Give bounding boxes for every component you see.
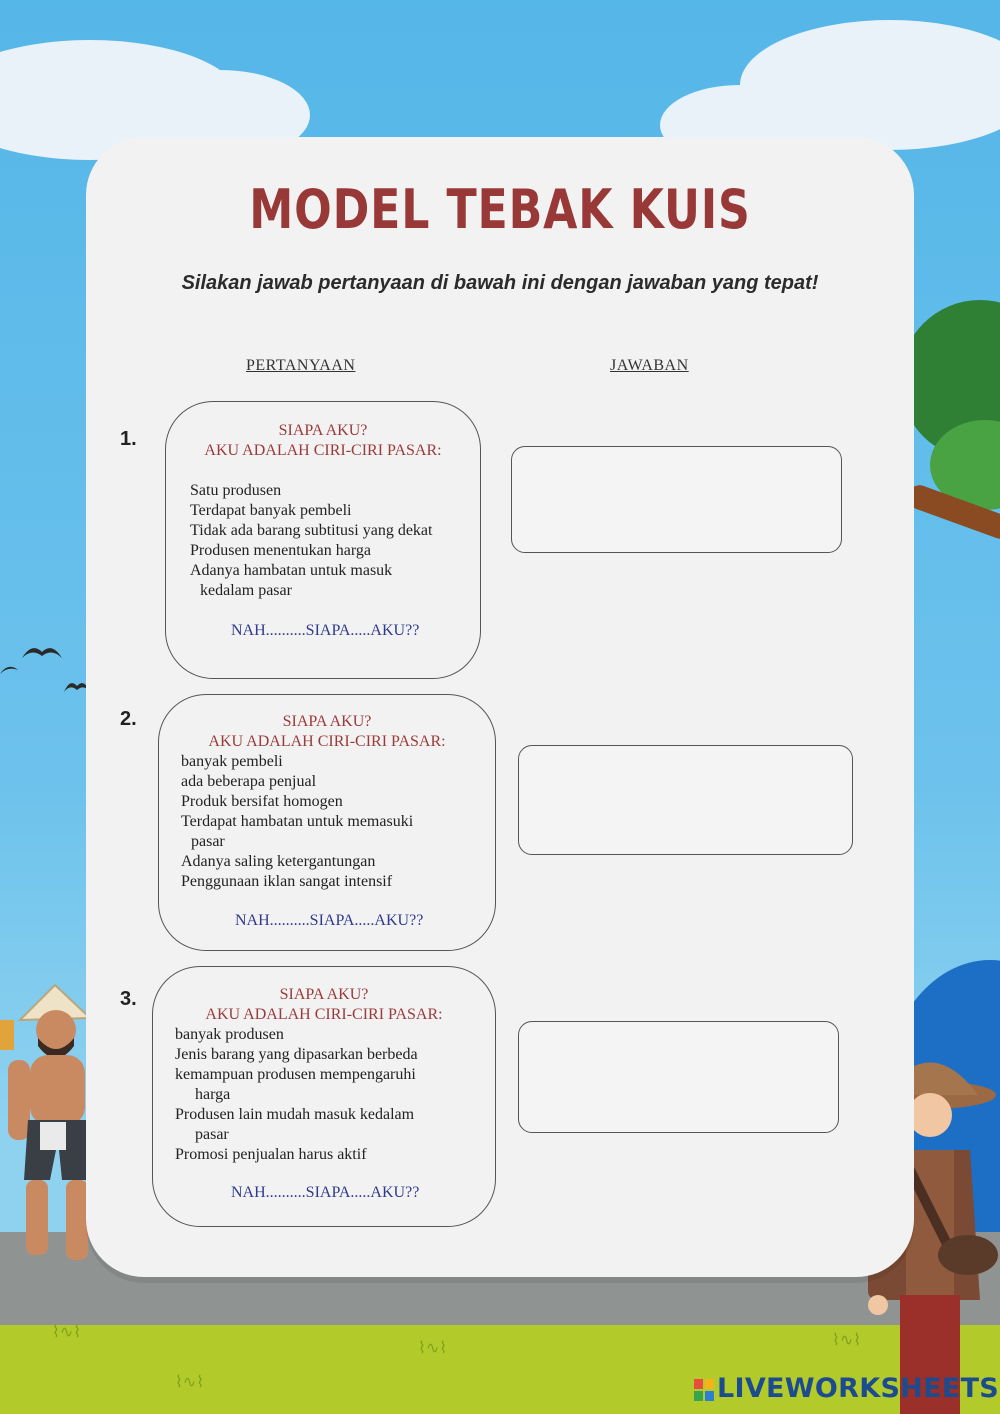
instruction-text: Silakan jawab pertanyaan di bawah ini dengan jawaban yang tepat!: [181, 272, 819, 294]
question-box: [158, 694, 496, 951]
clue-item: harga: [195, 1086, 231, 1103]
clue-item: Jenis barang yang dipasarkan berbeda: [175, 1046, 418, 1063]
question-heading: SIAPA AKU?: [279, 986, 369, 1003]
bird-icon: [20, 640, 64, 660]
brand-name: LIVEWORKSHEETS: [717, 1373, 1000, 1404]
question-footer: NAH..........SIAPA.....AKU??: [235, 912, 424, 929]
clue-item: kemampuan produsen mempengaruhi: [175, 1066, 416, 1083]
clue-item: Satu produsen: [190, 482, 282, 499]
clue-item: Adanya saling ketergantungan: [181, 853, 376, 870]
question-box: [165, 401, 481, 679]
clue-item: Promosi penjualan harus aktif: [175, 1146, 367, 1163]
clue-item: Adanya hambatan untuk masuk: [190, 562, 393, 579]
question-clue-list: [190, 481, 480, 601]
clue-item: Terdapat banyak pembeli: [190, 502, 352, 519]
grass-tuft: ⌇∿⌇: [52, 1324, 82, 1341]
answer-input-3[interactable]: [518, 1021, 839, 1133]
grass-tuft: ⌇∿⌇: [832, 1332, 862, 1349]
question-number: 3.: [120, 988, 137, 1010]
question-footer: NAH..........SIAPA.....AKU??: [231, 1184, 420, 1201]
question-clue-list: [175, 1025, 495, 1165]
clue-item: Tidak ada barang subtitusi yang dekat: [190, 522, 433, 539]
question-number: 2.: [120, 708, 137, 730]
question-footer: NAH..........SIAPA.....AKU??: [231, 622, 420, 639]
question-number: 1.: [120, 428, 137, 450]
clue-item: banyak produsen: [175, 1026, 284, 1043]
clue-item: Produk bersifat homogen: [181, 793, 343, 810]
clue-item: pasar: [195, 1126, 229, 1143]
clue-item: Terdapat hambatan untuk memasuki: [181, 813, 414, 830]
column-header-answer: JAWABAN: [610, 357, 689, 374]
clue-item: banyak pembeli: [181, 753, 283, 770]
grass-tuft: ⌇∿⌇: [418, 1340, 448, 1357]
question-clue-list: [181, 752, 495, 892]
question-heading: SIAPA AKU?: [282, 713, 372, 730]
page-title: MODEL TEBAK KUIS: [249, 178, 751, 241]
liveworksheets-logo-icon: [694, 1379, 714, 1401]
clue-item: ada beberapa penjual: [181, 773, 317, 790]
clue-item: Penggunaan iklan sangat intensif: [181, 873, 393, 890]
grass-tuft: ⌇∿⌇: [175, 1374, 205, 1391]
clue-item: Produsen menentukan harga: [190, 542, 371, 559]
clue-item: kedalam pasar: [200, 582, 292, 599]
bird-icon: [0, 660, 20, 676]
answer-input-2[interactable]: [518, 745, 853, 855]
question-subheading: AKU ADALAH CIRI-CIRI PASAR:: [205, 1006, 443, 1023]
question-subheading: AKU ADALAH CIRI-CIRI PASAR:: [204, 442, 442, 459]
clue-item: pasar: [191, 833, 225, 850]
clue-item: Produsen lain mudah masuk kedalam: [175, 1106, 415, 1123]
question-subheading: AKU ADALAH CIRI-CIRI PASAR:: [208, 733, 446, 750]
question-heading: SIAPA AKU?: [278, 422, 368, 439]
liveworksheets-brand[interactable]: [694, 1373, 999, 1404]
column-header-question: PERTANYAAN: [246, 357, 356, 374]
question-box: [152, 966, 496, 1227]
answer-input-1[interactable]: [511, 446, 842, 553]
